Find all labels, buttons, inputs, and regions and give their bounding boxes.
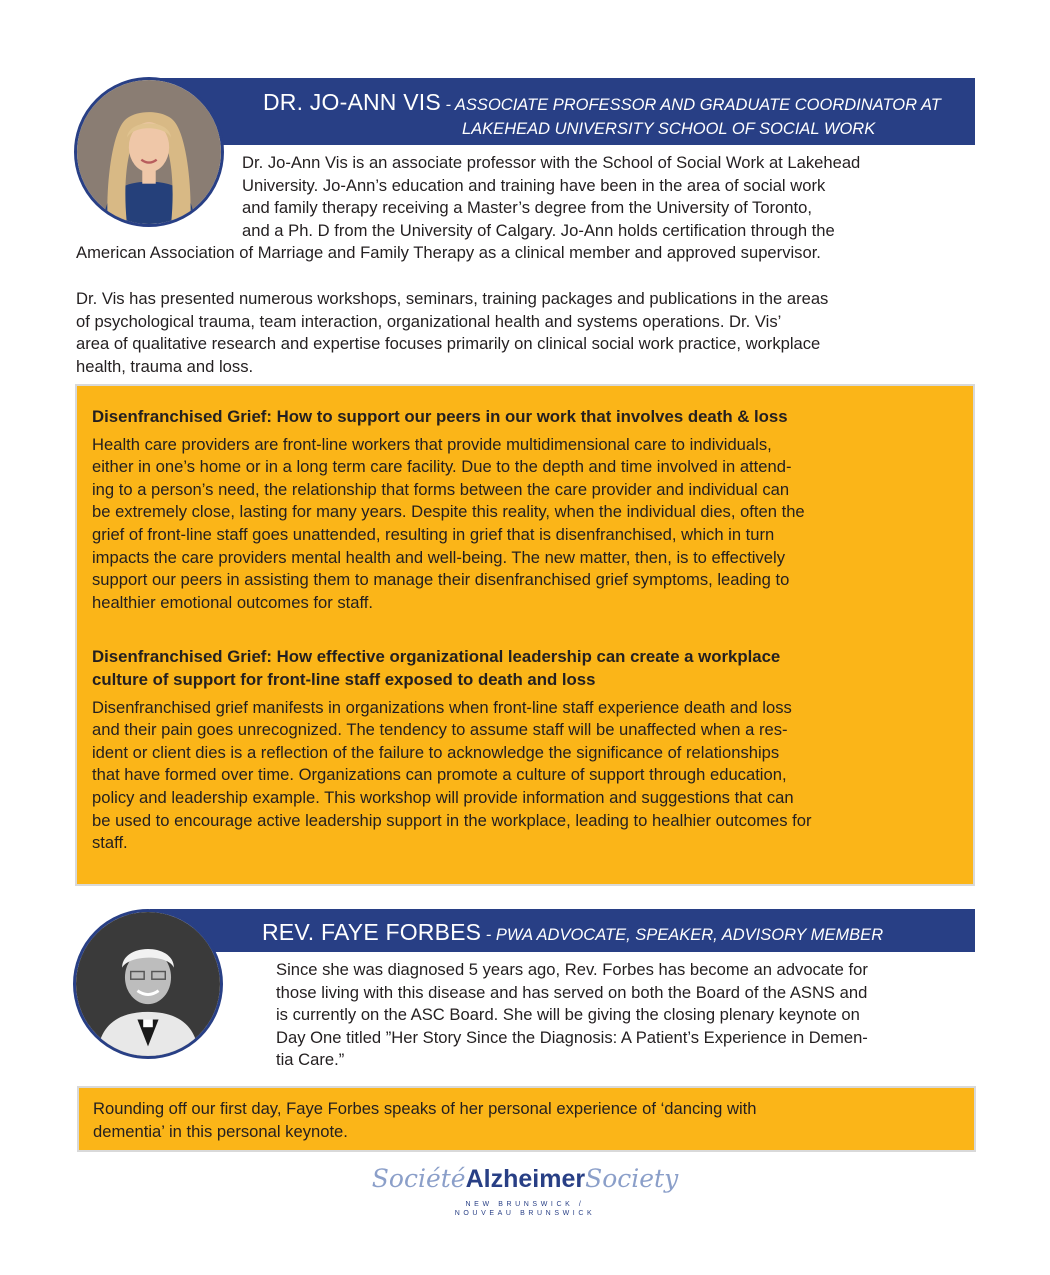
bio-line: is currently on the ASC Board. She will be giving the closing plenary keynote on — [276, 1005, 860, 1025]
speaker1-title-line2: LAKEHEAD UNIVERSITY SCHOOL OF SOCIAL WORK — [462, 120, 876, 138]
keynote-line: dementia’ in this personal keynote. — [93, 1121, 348, 1141]
workshop2-heading: Disenfranchised Grief: How effective organizational leadership can create a workplace — [92, 647, 781, 667]
logo-fr: Société — [371, 1164, 466, 1193]
bio-line: University. Jo-Ann’s education and training have been in the area of social work — [242, 175, 826, 195]
workshop2-heading: culture of support for front-line staff exposed to death and loss — [92, 669, 596, 689]
bio-line: those living with this disease and has served on both the Board of the ASNS and — [276, 982, 868, 1002]
bio-line: Dr. Vis has presented numerous workshops, seminars, training packages and publications in the areas — [76, 289, 829, 308]
workshop2-line: policy and leadership example. This workshop will provide information and suggestions that can — [92, 787, 794, 807]
workshop1-line: grief of front-line staff goes unattended, resulting in grief that is disenfranchised, which in turn — [92, 524, 775, 544]
workshop1-line: be extremely close, lasting for many years. Despite this reality, when the individual dies, often the — [92, 502, 805, 522]
bio-line: Day One titled ”Her Story Since the Diagnosis: A Patient’s Experience in Demen- — [276, 1027, 868, 1047]
workshop2-line: staff. — [92, 833, 128, 853]
workshop2-line: be used to encourage active leadership support in the workplace, leading to healhier outcomes for — [92, 810, 812, 830]
bio-line: American Association of Marriage and Family Therapy as a clinical member and approved supervisor. — [76, 243, 821, 263]
bio-line: and a Ph. D from the University of Calgary. Jo-Ann holds certification through the — [242, 220, 835, 240]
workshop1-line: impacts the care providers mental health and well-being. The new matter, then, is to effectively — [92, 547, 785, 567]
bio-line: Since she was diagnosed 5 years ago, Rev. Forbes has become an advocate for — [276, 960, 868, 979]
bio-line: area of qualitative research and expertise focuses primarily on clinical social work practice, workplace — [76, 334, 821, 354]
logo-en: Society — [585, 1164, 679, 1193]
speaker2-name: REV. FAYE FORBES — [262, 919, 482, 945]
workshop2-line: that have formed over time. Organizations can promote a culture of support through education, — [92, 765, 787, 785]
speaker2-bio — [276, 959, 976, 1072]
workshop1-line: healthier emotional outcomes for staff. — [92, 592, 374, 612]
workshop1-line: Health care providers are front-line workers that provide multidimensional care to individuals, — [92, 434, 772, 454]
workshop1-heading: Disenfranchised Grief: How to support our peers in our work that involves death & loss — [92, 407, 788, 426]
speaker1-bio — [76, 152, 976, 265]
workshop1-line: support our peers in assisting them to manage their disenfranchised grief symptoms, leading to — [92, 570, 790, 590]
speaker1-name: DR. JO-ANN VIS — [263, 89, 441, 115]
workshop2-line: and their pain goes unrecognized. The tendency to assume staff will be unaffected when a res- — [92, 720, 788, 740]
keynote-box — [77, 1086, 976, 1152]
bio-line: of psychological trauma, team interaction, organizational health and systems operations. Dr. Vis’ — [76, 311, 782, 331]
speaker2-photo — [73, 909, 223, 1059]
bio-line: and family therapy receiving a Master’s degree from the University of Toronto, — [242, 198, 812, 218]
bio-line: tia Care.” — [276, 1050, 345, 1070]
logo-sub1: NEW BRUNSWICK / — [465, 1201, 585, 1208]
portrait-icon — [76, 912, 220, 1056]
logo-sub2: NOUVEAU BRUNSWICK — [454, 1210, 596, 1217]
workshop1-line: ing to a person’s need, the relationship that forms between the care provider and individual can — [92, 479, 790, 499]
speaker2-title: - PWA ADVOCATE, SPEAKER, ADVISORY MEMBER — [481, 926, 884, 944]
workshop1-line: either in one’s home or in a long term care facility. Due to the depth and time involved in attend- — [92, 457, 792, 477]
workshop2-line: Disenfranchised grief manifests in organizations when front-line staff experience death and loss — [92, 697, 792, 717]
workshop2-line: ident or client dies is a reflection of the failure to acknowledge the significance of relationships — [92, 742, 780, 762]
speaker2-banner — [150, 909, 975, 952]
speaker1-title-line1: - ASSOCIATE PROFESSOR AND GRADUATE COORDINATOR AT — [440, 96, 941, 114]
alzheimer-society-logo — [360, 1165, 690, 1218]
workshops-box — [75, 384, 975, 886]
speaker1-banner — [150, 78, 975, 145]
logo-mid: Alzheimer — [465, 1165, 586, 1193]
bio-line: Dr. Jo-Ann Vis is an associate professor with the School of Social Work at Lakehead — [242, 153, 861, 172]
speaker1-bio-2 — [76, 288, 976, 378]
bio-line: health, trauma and loss. — [76, 356, 254, 376]
keynote-line: Rounding off our first day, Faye Forbes speaks of her personal experience of ‘dancing with — [93, 1099, 757, 1118]
